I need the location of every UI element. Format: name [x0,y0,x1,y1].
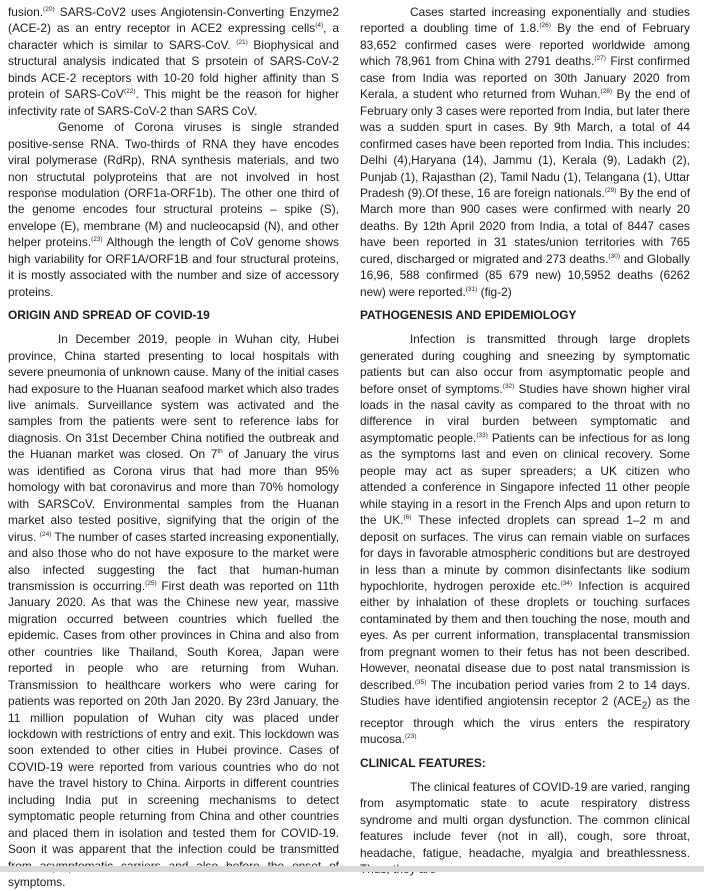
right-column [360,4,690,878]
paragraph [8,119,339,300]
citation-ref: (34) [560,579,573,587]
citation-ref: th [217,448,223,456]
text-run: . This might be the reason for higher infectivity rate of SARS-CoV-2 than SARS CoV. [8,87,340,118]
text-run: By the end of February 83,652 confirmed cases were reported worldwide among which 78,961 from China with 2791 deaths. [360,21,691,69]
paragraph [8,331,339,890]
text-run: , a character which is similar to SARS-CoV. [8,21,339,52]
text-run: Patients can be infectious for as long as the symptoms last and even on clinical recovery. Some people may act as super spreaders; a UK citizen who attended a conference in Singapore infected 11 other people while staying in a resort in the French Alps and upon return to the UK. [360,430,690,528]
text-run: First confirmed case from India was reported on 30th January 2020 from Kerala, a student who returned from Wuhan. [360,54,690,102]
citation-ref: (4) [315,22,324,30]
citation-ref: (6) [403,514,412,522]
citation-ref: (25) [145,579,157,587]
text-run: Although the length of CoV genome shows high variability for ORF1A/ORF1B and four structural proteins, it is mostly associated with the number and size of accessory proteins. [8,235,339,299]
text-run: fusion. [8,5,44,19]
text-run: SARS-CoV2 uses Angiotensin-Converting Enzyme2 (ACE-2) as an entry receptor in ACE2 expressing cells [8,5,339,36]
page-bottom-bar [0,866,704,872]
citation-ref: (33) [476,431,488,439]
citation-ref: (23) [91,236,103,244]
paragraph [8,4,339,119]
section-heading: PATHOGENESIS AND EPIDEMIOLOGY [360,308,577,323]
citation-ref: (31) [465,285,478,293]
citation-ref: (26) [539,22,551,30]
text-run: These infected droplets can spread 1–2 m and deposit on surfaces. The virus can remain viable on surfaces for days in favorable atmospheric conditions but are destroyed in less than a minute by common disinfectants like sodium hypochlorite, hydrogen peroxide etc. [360,513,691,593]
citation-ref: (20) [43,6,55,14]
citation-ref: (22) [123,88,136,96]
text-run: of January the virus was identified as Corona virus that had more than 95% homology with bat coronavirus and more than 70% homology with SARSCoV. Environmental samples from the Huanan market also tested positive, signifying that the origin of the virus. [8,447,339,544]
citation-ref: (28) [600,88,613,96]
text-run: Genome of Corona viruses is single stranded positive-sense RNA. Two-thirds of RNA they have encodes viral polymerase (RdRp), RNA synthesis materials, and two non structutal polyproteins that are not involved in host response modulation (ORF1a-ORF1b). The other one third of the genome encodes four structural proteins – spike (S), envelope (E), membrane (M) and nucleocapsid (N), and other helper proteins. [8,120,339,250]
text-run: In December 2019, people in Wuhan city, Hubei province, China started presenting to local hospitals with severe pneumonia of unknown cause. Many of the initial cases had exposure to the Huanan seafood market which also trades live animals. Surveillance system was activated and the samples from the patients were sent to reference labs for diagnosis. On 31st December China notified the outbreak and the Huanan market was closed. On 7 [8,332,339,462]
text-run: The clinical features of COVID-19 are varied, ranging from asymptomatic state to acute respiratory distress syndrome and multi organ dysfunction. The common clinical features include fever (not in all), cough, sore throat, headache, fatigue, headache, myalgia and breathlessness. [360,779,690,860]
citation-ref: (21) [236,38,248,46]
text-run: Studies have shown higher viral loads in the nasal cavity as compared to the throat with no difference in viral burden between symptomatic and asymptomatic people. [360,381,690,445]
text-run: The incubation period varies from 2 to 14 days. Studies have identified angiotensin receptor 2 (ACE [360,677,690,709]
text-run: The number of cases started increasing exponentially, and also those who do not have exposure to the market were also infected suggesting the fact that human-human transmission is occurring. [8,529,339,593]
citation-ref: (27) [594,55,606,63]
citation-ref: (32) [502,382,515,390]
text-run: (fig-2) [477,284,512,299]
citation-ref: (24) [39,530,52,538]
paragraph [360,331,690,748]
text-run: First death was reported on 11th January 2020. As that was the Chinese new year, massive migration occurred between countries which fuelled the epidemic. Cases from other provinces in China and also from other countries like Thailand, South Korea, Japan were reported in people who are returning from Wuhan. Transmission to healthcare workers who were caring for patients was reported on 20th Jan 2020. By 23rd January, the 11 million population of Wuhan city was placed under lockdown with restrictions of entry and exit. This lockdown was soon extended to other cities in Hubei province. Cases of COVID-19 were reported from various countries who do not have the travel history to China. Airports in different countries including India put in screening mechanisms to detect symptomatic people returning from China and other countries and placed them in isolation and tested them for COVID-19. Soon it was apparent that the infection could be transmitted symptoms. [8,578,339,890]
citation-ref: (23) [404,733,417,741]
left-column [8,4,339,891]
text-run: Cases started increasing exponentially and studies reported a doubling time of 1.8. [360,5,690,36]
subscript: 2 [641,700,648,712]
citation-ref: (29) [604,187,617,195]
text-run: By the end of March more than 900 cases were confirmed with nearly 20 deaths. By 12th April 2020 from India, a total of 8447 cases have been reported in 31 states/union territories with 765 cured, discharged or migrated and 273 deaths. [360,185,690,266]
text-run: ) as the receptor through which the virus enters the respiratory mucosa. [360,694,690,747]
citation-ref: (30) [608,252,620,260]
paragraph [360,779,690,878]
paragraph [360,4,690,300]
text-run: Infection is transmitted through large droplets generated during coughing and sneezing by symptomatic patients but can also occur from asymptomatic people and before onset of symptoms. [360,332,690,396]
section-heading: CLINICAL FEATURES: [360,755,486,770]
section-heading: ORIGIN AND SPREAD OF COVID-19 [8,308,210,323]
text-run: and Globally 16,96, 588 confirmed (85 679 new) 10,5952 deaths (6262 new) were reported. [360,251,691,299]
citation-ref: (35) [414,678,427,686]
text-run: Infection is acquired either by inhalation of these droplets or touching surfaces contaminated by them and then touching the nose, mouth and eyes. As per current information, transplacental transmission from pregnant women to their fetus has not been described. However, neonatal disease due to post natal transmission is described. [360,578,690,692]
text-run: Biophysical and structural analysis indicated that S prsotein of SARS-CoV-2 binds ACE-2 receptors with 10-20 fold higher affinity than S protein of SARS-CoV [8,37,340,102]
text-run: By the end of February only 3 cases were reported from India, but later there was a sudden spurt in cases. By 9th March, a total of 44 confirmed cases have been reported from India. This includes: Delhi (4),Haryana (14), Jammu (1), Kerala (9), Ladakh (2), Punjab (1), Rajasthan (2), Tamil Nadu (1), Telangana (1), Uttar Pradesh (9).Of these, 16 are foreign nationals. [360,87,690,200]
